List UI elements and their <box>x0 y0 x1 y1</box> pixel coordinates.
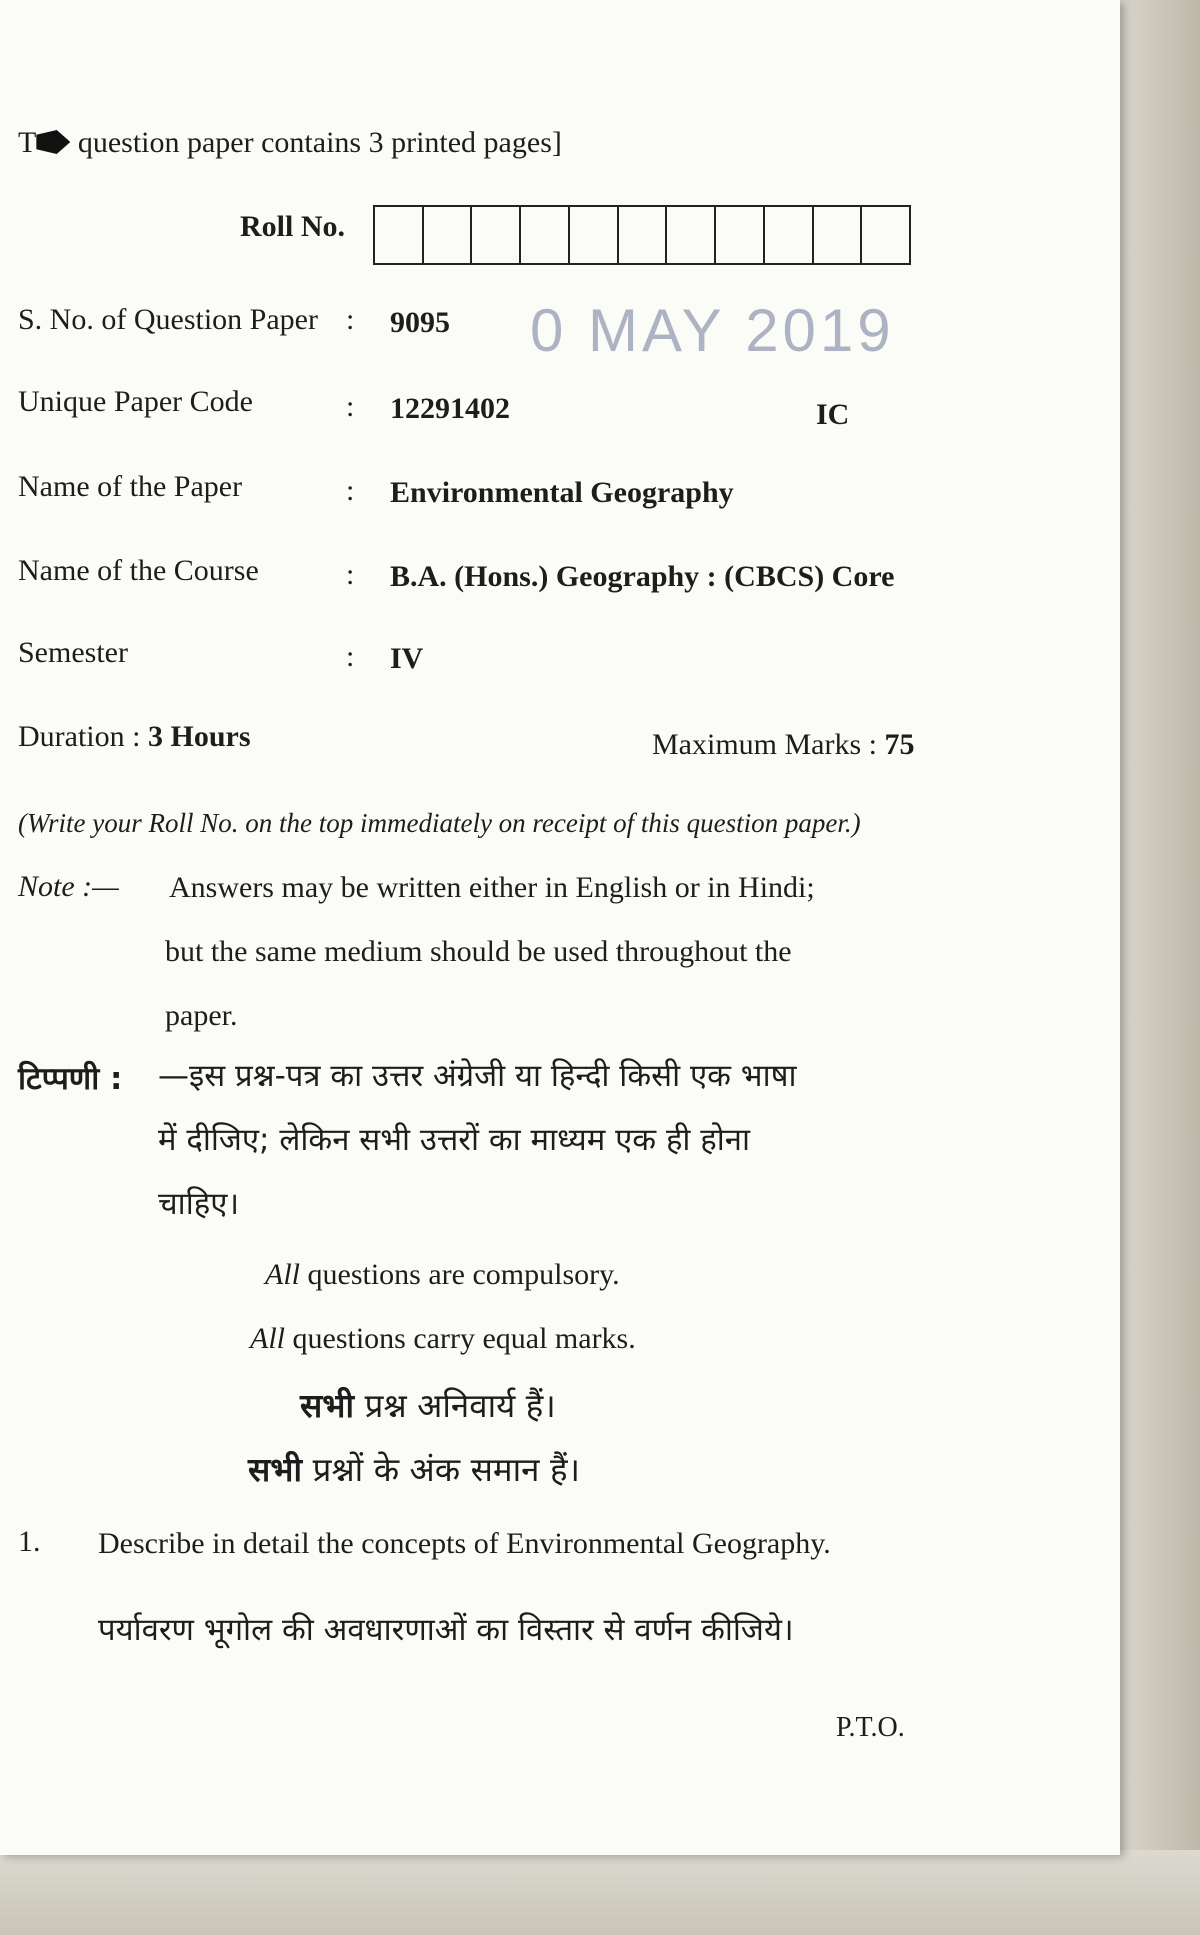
hindi-note-label: टिप्पणी : <box>18 1061 123 1097</box>
note-label: Note :— <box>18 870 119 903</box>
page-stack-bottom <box>0 1850 1200 1935</box>
sno-label: S. No. of Question Paper <box>18 303 318 336</box>
paper-name-value: Environmental Geography <box>390 476 734 509</box>
upc-colon: : <box>346 390 355 423</box>
question-1-hindi: पर्यावरण भूगोल की अवधारणाओं का विस्तार से वर्णन कीजिये। <box>98 1612 794 1648</box>
paper-name-colon: : <box>346 474 355 507</box>
maximum-marks: Maximum Marks : 75 <box>652 728 915 761</box>
sno-value: 9095 <box>390 306 450 339</box>
course-label: Name of the Course <box>18 554 259 587</box>
roll-no-boxes[interactable] <box>373 205 911 265</box>
all-compulsory: All questions are compulsory. <box>265 1258 620 1291</box>
redaction-mark <box>36 130 70 154</box>
upc-tag: IC <box>816 398 850 431</box>
page-stack-edge <box>1112 0 1200 1935</box>
paper-name-label: Name of the Paper <box>18 470 243 503</box>
roll-box[interactable] <box>716 207 765 263</box>
roll-box[interactable] <box>667 207 716 263</box>
course-colon: : <box>346 558 355 591</box>
roll-box[interactable] <box>521 207 570 263</box>
sno-colon: : <box>346 303 355 336</box>
semester-value: IV <box>390 642 424 675</box>
roll-box[interactable] <box>424 207 473 263</box>
note-text: Answers may be written either in English or in Hindi; but the same medium should be used throughout the paper. <box>165 871 815 1032</box>
roll-box[interactable] <box>619 207 668 263</box>
hindi-note-text: —इस प्रश्न-पत्र का उत्तर अंग्रेजी या हिन्दी किसी एक भाषा में दीजिए; लेकिन सभी उत्तरों का माध्यम एक ही होना चाहिए। <box>158 1058 797 1222</box>
hindi-equal-marks: सभी प्रश्नों के अंक समान हैं। <box>248 1450 581 1489</box>
upc-value: 12291402 <box>390 392 510 425</box>
roll-box[interactable] <box>814 207 863 263</box>
roll-box[interactable] <box>472 207 521 263</box>
hindi-compulsory: सभी प्रश्न अनिवार्य हैं। <box>300 1386 556 1425</box>
pto-mark: P.T.O. <box>836 1712 905 1743</box>
upc-label: Unique Paper Code <box>18 385 253 418</box>
roll-no-label: Roll No. <box>240 210 345 243</box>
roll-box[interactable] <box>570 207 619 263</box>
roll-box[interactable] <box>375 207 424 263</box>
duration: Duration : 3 Hours <box>18 720 251 753</box>
pages-line: T question paper contains 3 printed pages] <box>18 126 562 159</box>
date-stamp: 0 MAY 2019 <box>530 297 895 364</box>
course-value: B.A. (Hons.) Geography : (CBCS) Core <box>390 560 895 593</box>
roll-box[interactable] <box>862 207 909 263</box>
semester-label: Semester <box>18 636 128 669</box>
question-1-number: 1. <box>18 1525 41 1558</box>
equal-marks: All questions carry equal marks. <box>250 1322 636 1355</box>
roll-box[interactable] <box>765 207 814 263</box>
semester-colon: : <box>346 640 355 673</box>
question-1-text: Describe in detail the concepts of Environmental Geography. <box>98 1527 831 1560</box>
roll-instruction: (Write your Roll No. on the top immediately on receipt of this question paper.) <box>18 808 861 838</box>
